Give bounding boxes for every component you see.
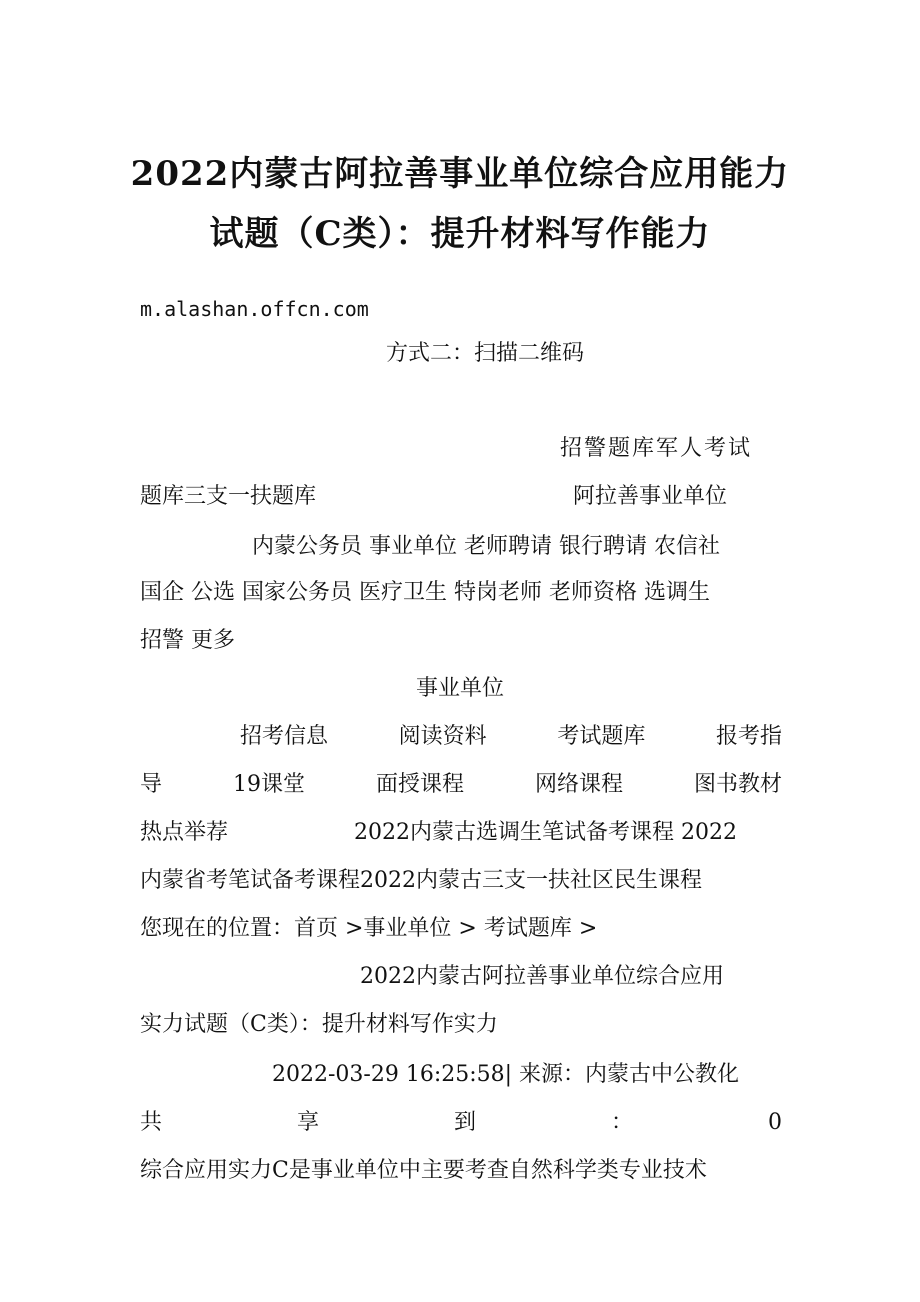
menu-item-guide-cont[interactable]: 导 (140, 772, 163, 797)
menu-item-reading[interactable]: 阅读资料 (398, 724, 487, 749)
share-char-4: ： (611, 1110, 634, 1135)
nav-line-1[interactable]: 内蒙公务员 事业单位 老师聘请 银行聘请 农信社 (252, 534, 720, 559)
share-char-2: 享 (297, 1110, 320, 1135)
hot-item-1[interactable]: 2022内蒙古选调生笔试备考课程 2022 (354, 820, 737, 845)
article-title-line-1: 2022内蒙古阿拉善事业单位综合应用 (360, 964, 724, 989)
document-title-line-2: 试题（C类）：提升材料写作能力 (209, 214, 711, 254)
links-line-2 (140, 482, 782, 512)
breadcrumb[interactable]: 您现在的位置：首页 >事业单位 > 考试题库 > (140, 916, 598, 941)
alashan-institution-link[interactable]: 阿拉善事业单位 (573, 484, 728, 509)
hot-line-1 (140, 818, 782, 848)
nav-line-3[interactable]: 招警 更多 (140, 628, 235, 653)
menu-item-online-course[interactable]: 网络课程 (534, 772, 623, 797)
menu-item-exam-info[interactable]: 招考信息 (240, 724, 329, 749)
menu-item-face-course[interactable]: 面授课程 (375, 772, 464, 797)
hot-line-2[interactable]: 内蒙省考笔试备考课程2022内蒙古三支一扶社区民生课程 (140, 868, 702, 893)
share-char-1: 共 (140, 1110, 163, 1135)
document-title-line-1: 2022内蒙古阿拉善事业单位综合应用能力 (130, 154, 790, 194)
hot-label: 热点举荐 (140, 820, 229, 845)
section-heading: 事业单位 (415, 676, 504, 701)
body-line-1: 综合应用实力C是事业单位中主要考查自然科学类专业技术 (140, 1158, 707, 1183)
scan-method-text: 方式二：扫描二维码 (386, 341, 585, 366)
menu-row-2 (140, 770, 782, 800)
nav-line-2[interactable]: 国企 公选 国家公务员 医疗卫生 特岗老师 老师资格 选调生 (140, 580, 710, 605)
menu-item-books[interactable]: 图书教材 (693, 772, 782, 797)
menu-item-question-bank[interactable]: 考试题库 (557, 724, 646, 749)
site-url[interactable]: m.alashan.offcn.com (140, 297, 369, 321)
menu-item-guide[interactable]: 报考指 (715, 724, 782, 749)
share-char-3: 到 (454, 1110, 477, 1135)
menu-row-1 (240, 722, 782, 752)
share-line (140, 1108, 782, 1138)
article-title-line-2: 实力试题（C类）：提升材料写作实力 (140, 1012, 498, 1037)
links-line-1[interactable]: 招警题库军人考试 (560, 436, 753, 461)
share-count: 0 (768, 1110, 782, 1135)
menu-item-19-class[interactable]: 19课堂 (233, 772, 305, 797)
question-bank-links[interactable]: 题库三支一扶题库 (140, 484, 317, 509)
article-meta: 2022-03-29 16:25:58| 来源：内蒙古中公教化 (272, 1062, 740, 1087)
